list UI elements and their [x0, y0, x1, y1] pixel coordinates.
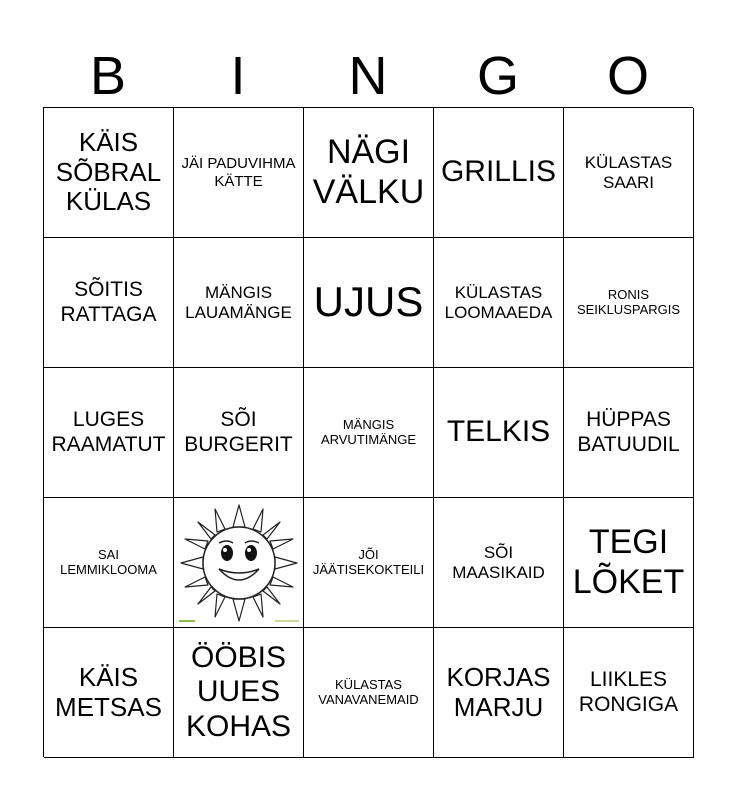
bingo-cell[interactable]: LIIKLES RONGIGA: [564, 628, 694, 758]
header-letter-n: N: [348, 46, 388, 106]
header-letter-i: I: [230, 46, 246, 106]
bingo-cell[interactable]: UJUS: [304, 238, 434, 368]
smiling-sun-icon: [175, 499, 303, 627]
bingo-cell[interactable]: KÄIS METSAS: [44, 628, 174, 758]
bingo-cell[interactable]: JÄI PADUVIHMA KÄTTE: [174, 108, 304, 238]
bingo-cell[interactable]: HÜPPAS BATUUDIL: [564, 368, 694, 498]
bingo-card-grid: [43, 107, 693, 757]
bingo-cell[interactable]: ÖÖBIS UUES KOHAS: [174, 628, 304, 758]
bingo-cell[interactable]: KÜLASTAS SAARI: [564, 108, 694, 238]
bingo-cell[interactable]: TELKIS: [434, 368, 564, 498]
bingo-cell[interactable]: MÄNGIS ARVUTIMÄNGE: [304, 368, 434, 498]
bingo-cell[interactable]: SÕI BURGERIT: [174, 368, 304, 498]
bingo-header: [43, 45, 693, 107]
bingo-cell[interactable]: SÕITIS RATTAGA: [44, 238, 174, 368]
bingo-cell[interactable]: RONIS SEIKLUSPARGIS: [564, 238, 694, 368]
header-letter-o: O: [606, 46, 649, 106]
header-letter-b: B: [89, 46, 127, 106]
bingo-cell-free-space[interactable]: [174, 498, 304, 628]
bingo-cell[interactable]: LUGES RAAMATUT: [44, 368, 174, 498]
bingo-cell[interactable]: SÕI MAASIKAID: [434, 498, 564, 628]
bingo-cell[interactable]: JÕI JÄÄTISEKOKTEILI: [304, 498, 434, 628]
bingo-cell[interactable]: TEGI LÕKET: [564, 498, 694, 628]
bingo-cell[interactable]: KÜLASTAS VANAVANEMAID: [304, 628, 434, 758]
header-letter-g: G: [476, 46, 519, 106]
bingo-cell[interactable]: GRILLIS: [434, 108, 564, 238]
bingo-cell[interactable]: KÄIS SÕBRAL KÜLAS: [44, 108, 174, 238]
bingo-cell[interactable]: MÄNGIS LAUAMÄNGE: [174, 238, 304, 368]
bingo-cell[interactable]: KÜLASTAS LOOMAAEDA: [434, 238, 564, 368]
bingo-cell[interactable]: SAI LEMMIKLOOMA: [44, 498, 174, 628]
bingo-cell[interactable]: KORJAS MARJU: [434, 628, 564, 758]
bingo-cell[interactable]: NÄGI VÄLKU: [304, 108, 434, 238]
